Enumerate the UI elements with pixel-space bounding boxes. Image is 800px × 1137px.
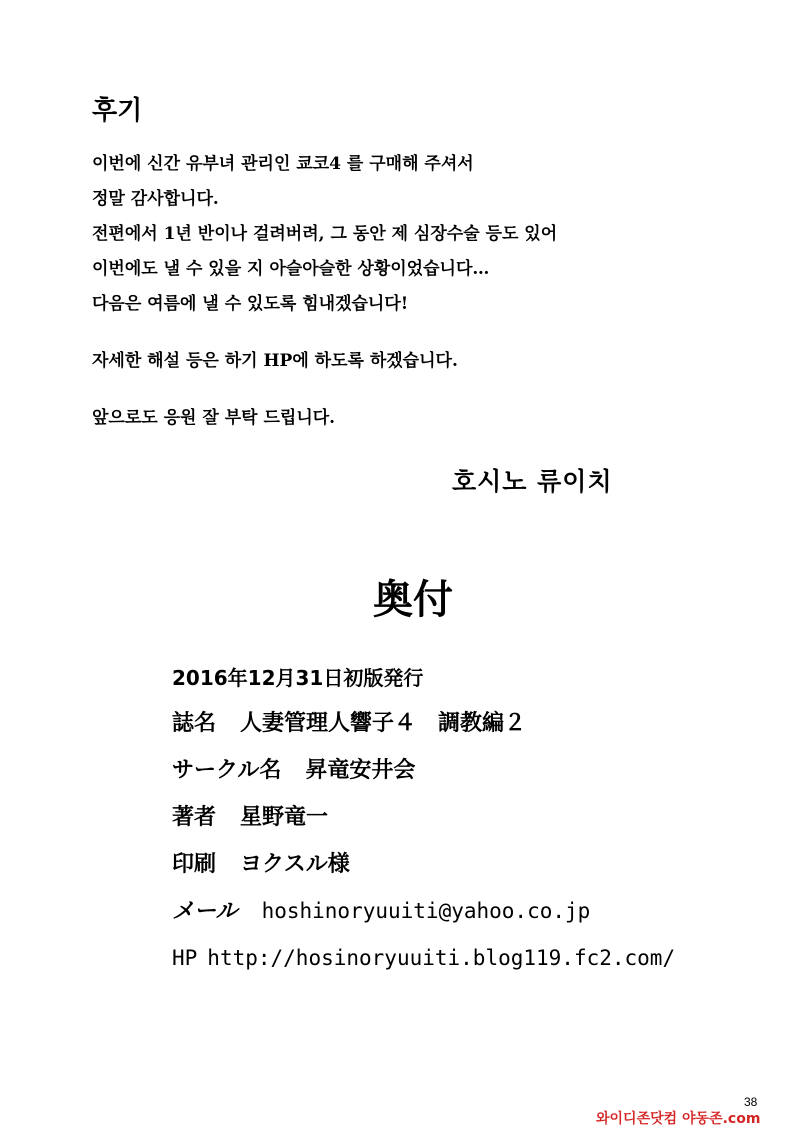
colophon-value: 星野竜一	[240, 805, 329, 830]
email-address: hoshinoryuuiti@yahoo.co.jp	[261, 899, 591, 923]
colophon-row-circle	[172, 760, 675, 807]
afterword-heading: 후기	[92, 96, 143, 126]
colophon-label: 著者	[172, 805, 217, 830]
colophon-title: 奥付	[373, 577, 453, 623]
afterword-line: 정말 감사합니다.	[92, 189, 219, 209]
afterword-body	[92, 156, 557, 445]
publication-date: 2016年12月31日初版発行	[172, 666, 424, 690]
colophon-value: 人妻管理人響子４ 調教編２	[240, 711, 527, 736]
paragraph-gap	[92, 331, 557, 353]
watermark: 와이디존닷컴 야동존.com	[596, 1111, 761, 1127]
afterword-line: 다음은 여름에 낼 수 있도록 힘내겠습니다!	[92, 294, 409, 314]
colophon-label: メール	[172, 899, 238, 924]
colophon-row-title	[172, 713, 675, 760]
colophon-label: サークル名	[172, 758, 282, 783]
colophon-value: 昇竜安井会	[305, 758, 416, 783]
paragraph-gap	[92, 388, 557, 410]
colophon-label: 誌名	[172, 711, 217, 736]
colophon-value: ヨクスル様	[240, 852, 350, 877]
colophon-row-author	[172, 807, 675, 854]
colophon-label: HP	[172, 946, 198, 970]
homepage-url: http://hosinoryuuiti.blog119.fc2.com/	[207, 946, 676, 970]
colophon-row-homepage	[172, 948, 675, 995]
afterword-line: 전편에서 1년 반이나 걸려버려, 그 동안 제 심장수술 등도 있어	[92, 224, 558, 244]
afterword-line: 이번에도 낼 수 있을 지 아슬아슬한 상황이었습니다…	[92, 259, 490, 279]
page-number: 38	[744, 1095, 758, 1109]
colophon-label: 印刷	[172, 852, 217, 877]
colophon-row-printer	[172, 854, 675, 901]
afterword-line: 앞으로도 응원 잘 부탁 드립니다.	[92, 408, 336, 428]
afterword-line: 이번에 신간 유부녀 관리인 쿄코4 를 구매해 주셔서	[92, 154, 474, 174]
afterword-line: 자세한 해설 등은 하기 HP에 하도록 하겠습니다.	[92, 351, 458, 371]
colophon-row-email	[172, 901, 675, 948]
colophon-list	[172, 668, 675, 995]
author-signature: 호시노 류이치	[452, 467, 613, 496]
